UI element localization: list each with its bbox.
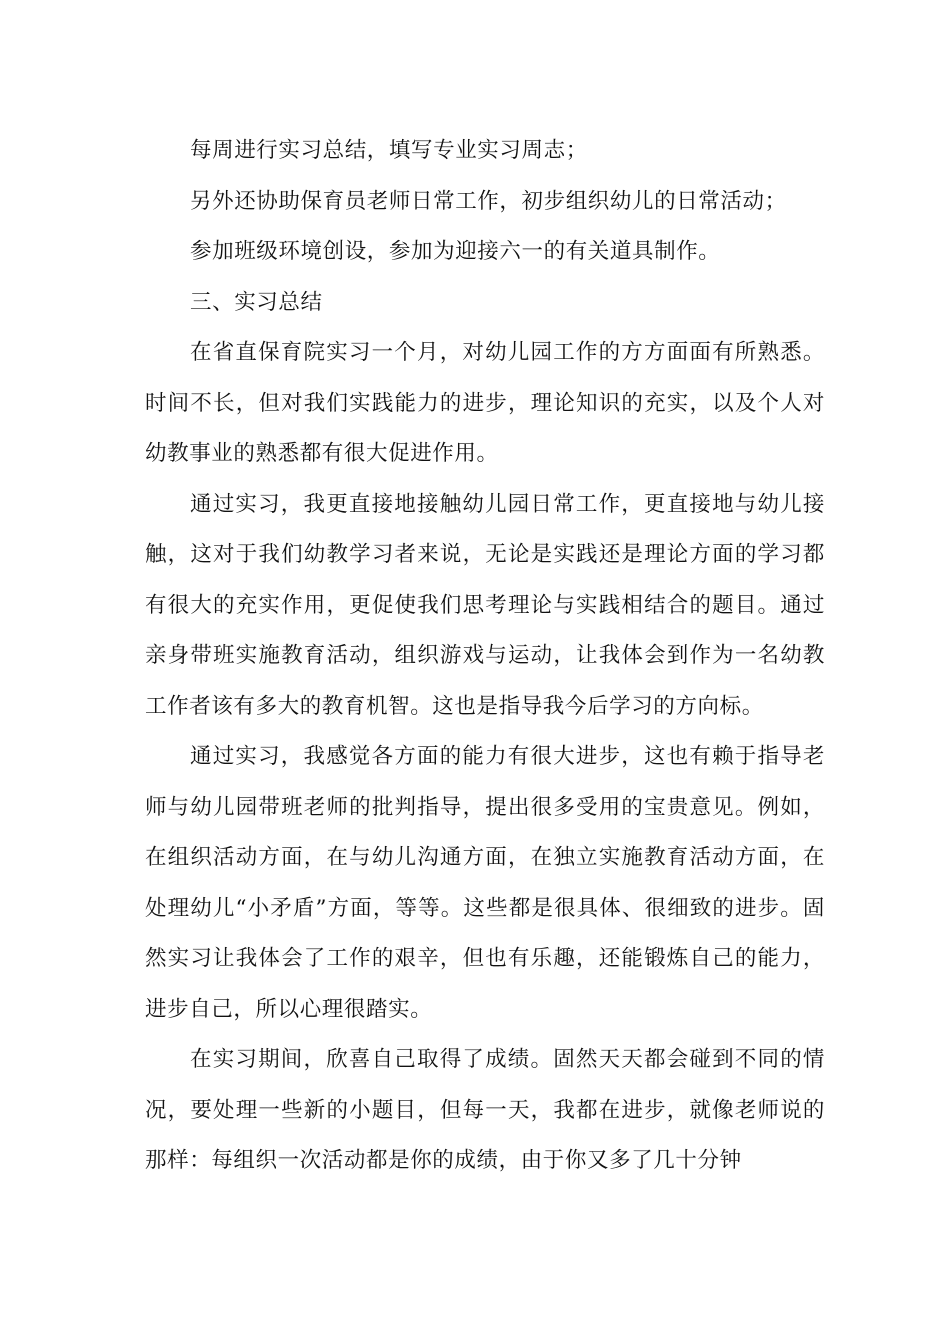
section-heading-summary: 三、实习总结 bbox=[190, 289, 323, 315]
document-page bbox=[145, 126, 825, 1187]
paragraph-assist-teacher: 另外还协助保育员老师日常工作，初步组织幼儿的日常活动； bbox=[190, 188, 787, 214]
paragraph-direct-contact: 通过实习，我更直接地接触幼儿园日常工作，更直接地与幼儿接触，这对于我们幼教学习者来说，无论是实践还是理论方面的学习都有很大的充实作用，更促使我们思考理论与实践相结合的题目。通过亲身带班实施教育活动，组织游戏与运动，让我体会到作为一名幼教工作者该有多大的教育机智。这也是指导我今后学习的方向标。 bbox=[145, 491, 825, 719]
paragraph-weekly-summary: 每周进行实习总结，填写专业实习周志； bbox=[190, 138, 588, 163]
paragraph-achievements: 在实习期间，欣喜自己取得了成绩。固然天天都会碰到不同的情况，要处理一些新的小题目，但每一天，我都在进步，就像老师说的那样：每组织一次活动都是你的成绩，由于你又多了几十分钟 bbox=[145, 1047, 825, 1173]
paragraph-internship-month: 在省直保育院实习一个月，对幼儿园工作的方方面面有所熟悉。时间不长，但对我们实践能力的进步，理论知识的充实，以及个人对幼教事业的熟悉都有很大促进作用。 bbox=[145, 340, 825, 466]
paragraph-ability-progress: 通过实习，我感觉各方面的能力有很大进步，这也有赖于指导老师与幼儿园带班老师的批判指导，提出很多受用的宝贵意见。例如，在组织活动方面，在与幼儿沟通方面，在独立实施教育活动方面，在处理幼儿“小矛盾”方面，等等。这些都是很具体、很细致的进步。固然实习让我体会了工作的艰辛，但也有乐趣，还能锻炼自己的能力，进步自己，所以心理很踏实。 bbox=[145, 744, 825, 1022]
paragraph-environment: 参加班级环境创设，参加为迎接六一的有关道具制作。 bbox=[190, 239, 721, 264]
